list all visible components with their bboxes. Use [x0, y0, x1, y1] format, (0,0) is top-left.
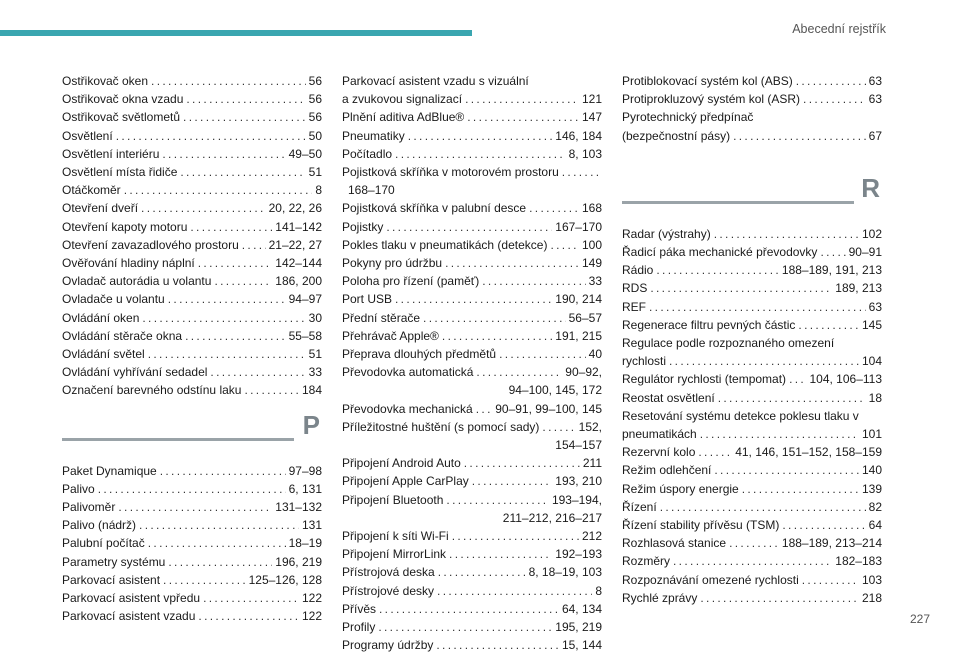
leader-dots	[185, 327, 286, 345]
entry-pages: 94–97	[288, 292, 322, 307]
index-entry	[62, 345, 322, 363]
index-entry: Rozpoznávání omezené rychlosti . . . 103	[622, 571, 882, 589]
index-entry: Příležitostné huštění (s pomocí sady) . . . 152,	[342, 418, 602, 436]
leader-dots	[151, 72, 306, 90]
index-entry	[62, 498, 322, 516]
index-entry	[62, 72, 322, 90]
index-entry	[62, 218, 322, 236]
leader-dots	[242, 236, 266, 254]
index-entry: Připojení Bluetooth . . . 193–194,	[342, 491, 602, 509]
leader-dots	[183, 108, 306, 126]
entry-term: Ovladače u volantu	[62, 292, 165, 307]
entry-pages: 196, 219	[275, 554, 322, 569]
section-divider	[62, 438, 294, 441]
entry-pages: 97–98	[288, 463, 322, 478]
index-entry: Režim odlehčení . . . 140	[622, 461, 882, 479]
index-entry	[62, 534, 322, 552]
entry-term: Palivoměr	[62, 500, 116, 515]
leader-dots	[168, 290, 286, 308]
entry-term: Otevření kapoty motoru	[62, 219, 188, 234]
index-entry-line: Resetování systému detekce poklesu tlaku v	[622, 408, 859, 423]
index-entry: Přístrojová deska . . . 8, 18–19, 103	[342, 563, 602, 581]
section-header-p	[62, 410, 322, 462]
index-entry: Převodovka mechanická . . . 90–91, 99–100, 145	[342, 400, 602, 418]
entry-pages: 56	[308, 110, 322, 125]
index-entry: Řízení stability přívěsu (TSM) . . . 64	[622, 516, 882, 534]
entry-term: Osvětlení interiéru	[62, 146, 160, 161]
index-entry: Regulátor rychlosti (tempomat) . . . 104, 106–113	[622, 370, 882, 388]
entry-term: Parametry systému	[62, 554, 166, 569]
entry-term: Otevření zavazadlového prostoru	[62, 237, 239, 252]
index-entry-line: Parkovací asistent vzadu s vizuální	[342, 74, 529, 88]
index-entry: Připojení k síti Wi-Fi . . . 212	[342, 527, 602, 545]
leader-dots	[141, 199, 266, 217]
index-entry: Radar (výstrahy) . . . 102	[622, 225, 882, 243]
index-entry-pages: 168–170	[348, 183, 395, 198]
index-entry: Pokles tlaku v pneumatikách (detekce) . . . 100	[342, 236, 602, 254]
entry-term: Parkovací asistent	[62, 572, 161, 587]
index-entry-pages: 211–212, 216–217	[502, 510, 602, 525]
index-column-1	[62, 72, 322, 625]
entry-pages: 184	[301, 383, 322, 398]
entry-pages: 122	[301, 591, 322, 606]
entry-pages: 125–126, 128	[248, 572, 322, 587]
entry-pages: 131	[301, 518, 322, 533]
entry-term: Parkovací asistent vzadu	[62, 609, 196, 624]
entry-term: Ostřikovač oken	[62, 74, 149, 88]
index-entry	[62, 327, 322, 345]
entry-term: Otevření dveří	[62, 201, 139, 216]
index-entry: Řízení . . . 82	[622, 498, 882, 516]
entry-term: Osvětlení	[62, 128, 113, 143]
entry-term: Palubní počítač	[62, 536, 145, 551]
header-accent-bar	[0, 30, 472, 36]
entry-term: Parkovací asistent vpředu	[62, 591, 201, 606]
index-entry	[62, 589, 322, 607]
entry-pages: 30	[308, 310, 322, 325]
leader-dots	[190, 218, 272, 236]
index-entry	[62, 309, 322, 327]
index-entry: Řadicí páka mechanické převodovky . . . 90–91	[622, 243, 882, 261]
index-entry: Připojení MirrorLink . . . 192–193	[342, 545, 602, 563]
entry-pages: 21–22, 27	[268, 237, 322, 252]
index-entry	[62, 127, 322, 145]
entry-term: Palivo (nádrž)	[62, 518, 137, 533]
index-entry	[62, 199, 322, 217]
index-entry	[62, 480, 322, 498]
index-entry	[62, 462, 322, 480]
entry-pages: 8	[315, 183, 322, 198]
index-entry: Profily . . . 195, 219	[342, 618, 602, 636]
index-entry	[62, 108, 322, 126]
index-column-3	[622, 72, 882, 607]
entry-pages: 20, 22, 26	[268, 201, 322, 216]
entry-pages: 56	[308, 74, 322, 88]
leader-dots	[148, 534, 286, 552]
section-letter: P	[302, 409, 320, 440]
index-entry: Protiblokovací systém kol (ABS) . . . 63	[622, 72, 882, 90]
page-header-title: Abecední rejstřík	[792, 22, 886, 36]
index-entry: Přehrávač Apple® . . . 191, 215	[342, 327, 602, 345]
entry-term: Ovládání světel	[62, 347, 145, 362]
entry-term: Ostřikovač okna vzadu	[62, 92, 184, 107]
index-entry: Rozhlasová stanice . . . 188–189, 213–214	[622, 534, 882, 552]
index-entry: Připojení Android Auto . . . 211	[342, 454, 602, 472]
index-entry-line: Regulace podle rozpoznaného omezení	[622, 336, 835, 351]
index-entry: Regenerace filtru pevných částic . . . 145	[622, 316, 882, 334]
index-entry: Přední stěrače . . . 56–57	[342, 309, 602, 327]
index-entry-pages: 154–157	[555, 438, 602, 453]
leader-dots	[186, 90, 305, 108]
index-entry: Pneumatiky . . . 146, 184	[342, 127, 602, 145]
entry-term: Osvětlení místa řidiče	[62, 165, 178, 180]
index-column-2	[342, 72, 602, 655]
leader-dots	[203, 589, 299, 607]
index-entry	[62, 290, 322, 308]
leader-dots	[168, 553, 272, 571]
index-entry	[62, 381, 322, 399]
index-entry: RDS . . . 189, 213	[622, 279, 882, 297]
leader-dots	[214, 272, 272, 290]
index-entry: Reostat osvětlení . . . 18	[622, 389, 882, 407]
leader-dots	[116, 127, 306, 145]
entry-pages: 51	[308, 165, 322, 180]
entry-term: Ostřikovač světlometů	[62, 110, 181, 125]
leader-dots	[198, 607, 299, 625]
leader-dots	[139, 516, 299, 534]
entry-pages: 18–19	[288, 536, 322, 551]
leader-dots	[124, 181, 313, 199]
index-entry: Pojistky . . . 167–170	[342, 218, 602, 236]
index-entry: Převodovka automatická . . . 90–92,	[342, 363, 602, 381]
entry-term: Ovládání oken	[62, 310, 140, 325]
index-entry: pneumatikách . . . 101	[622, 425, 882, 443]
index-entry-line: Pyrotechnický předpínač	[622, 110, 754, 125]
index-entry: Rezervní kolo . . . 41, 146, 151–152, 158–159	[622, 443, 882, 461]
index-entry: Rychlé zprávy . . . 218	[622, 589, 882, 607]
leader-dots	[244, 381, 299, 399]
index-entry: Pojistková skříňka v motorovém prostoru . . .	[342, 163, 602, 181]
leader-dots	[98, 480, 286, 498]
index-entry: Připojení Apple CarPlay . . . 193, 210	[342, 472, 602, 490]
entry-term: Otáčkoměr	[62, 183, 121, 198]
entry-pages: 33	[308, 365, 322, 380]
entry-pages: 50	[308, 128, 322, 143]
index-entry	[62, 272, 322, 290]
index-entry	[62, 516, 322, 534]
index-entry: a zvukovou signalizací . . . 121	[342, 90, 602, 108]
entry-pages: 55–58	[288, 328, 322, 343]
leader-dots	[142, 309, 305, 327]
entry-term: Ovládání vyhřívání sedadel	[62, 365, 208, 380]
index-entry	[62, 607, 322, 625]
entry-term: Ovladač autorádia u volantu	[62, 274, 212, 289]
index-entry: Pokyny pro údržbu . . . 149	[342, 254, 602, 272]
index-entry: Přívěs . . . 64, 134	[342, 600, 602, 618]
entry-pages: 6, 131	[288, 481, 322, 496]
index-entry-pages: 94–100, 145, 172	[508, 383, 602, 398]
index-entry	[62, 181, 322, 199]
index-entry: Plnění aditiva AdBlue® . . . 147	[342, 108, 602, 126]
section-header-r	[622, 173, 882, 225]
entry-pages: 142–144	[275, 256, 322, 271]
index-entry: Režim úspory energie . . . 139	[622, 480, 882, 498]
index-entry	[62, 163, 322, 181]
section-divider	[622, 201, 854, 204]
index-entry: Přístrojové desky . . . 8	[342, 582, 602, 600]
leader-dots	[210, 363, 305, 381]
entry-pages: 141–142	[275, 219, 322, 234]
entry-pages: 131–132	[275, 500, 322, 515]
leader-dots	[162, 145, 285, 163]
entry-term: Ovládání stěrače okna	[62, 328, 183, 343]
index-entry	[62, 571, 322, 589]
entry-term: Palivo	[62, 481, 95, 496]
entry-pages: 186, 200	[275, 274, 322, 289]
index-entry: Přeprava dlouhých předmětů . . . 40	[342, 345, 602, 363]
leader-dots	[118, 498, 272, 516]
index-entry	[62, 145, 322, 163]
index-entry: Pojistková skříňka v palubní desce . . . 168	[342, 199, 602, 217]
leader-dots	[160, 462, 286, 480]
index-entry: Rozměry . . . 182–183	[622, 552, 882, 570]
index-entry	[62, 254, 322, 272]
index-entry: Počítadlo . . . 8, 103	[342, 145, 602, 163]
index-entry: rychlosti . . . 104	[622, 352, 882, 370]
index-entry: Port USB . . . 190, 214	[342, 290, 602, 308]
entry-pages: 51	[308, 347, 322, 362]
entry-term: Ověřování hladiny náplní	[62, 256, 195, 271]
entry-term: Paket Dynamique	[62, 463, 157, 478]
index-entry	[62, 236, 322, 254]
index-entry	[62, 553, 322, 571]
entry-pages: 49–50	[288, 146, 322, 161]
leader-dots	[148, 345, 306, 363]
index-entry: Programy údržby . . . 15, 144	[342, 636, 602, 654]
page-number: 227	[909, 612, 930, 626]
index-entry: Poloha pro řízení (paměť) . . . 33	[342, 272, 602, 290]
index-entry: REF . . . 63	[622, 298, 882, 316]
index-entry: (bezpečnostní pásy) . . . 67	[622, 127, 882, 145]
leader-dots	[180, 163, 305, 181]
index-entry: Protiprokluzový systém kol (ASR) . . . 63	[622, 90, 882, 108]
entry-pages: 122	[301, 609, 322, 624]
entry-term: Označení barevného odstínu laku	[62, 383, 242, 398]
leader-dots	[198, 254, 273, 272]
leader-dots	[163, 571, 246, 589]
index-entry	[62, 90, 322, 108]
section-letter: R	[861, 172, 880, 203]
entry-pages: 56	[308, 92, 322, 107]
index-entry: Rádio . . . 188–189, 191, 213	[622, 261, 882, 279]
index-entry	[62, 363, 322, 381]
